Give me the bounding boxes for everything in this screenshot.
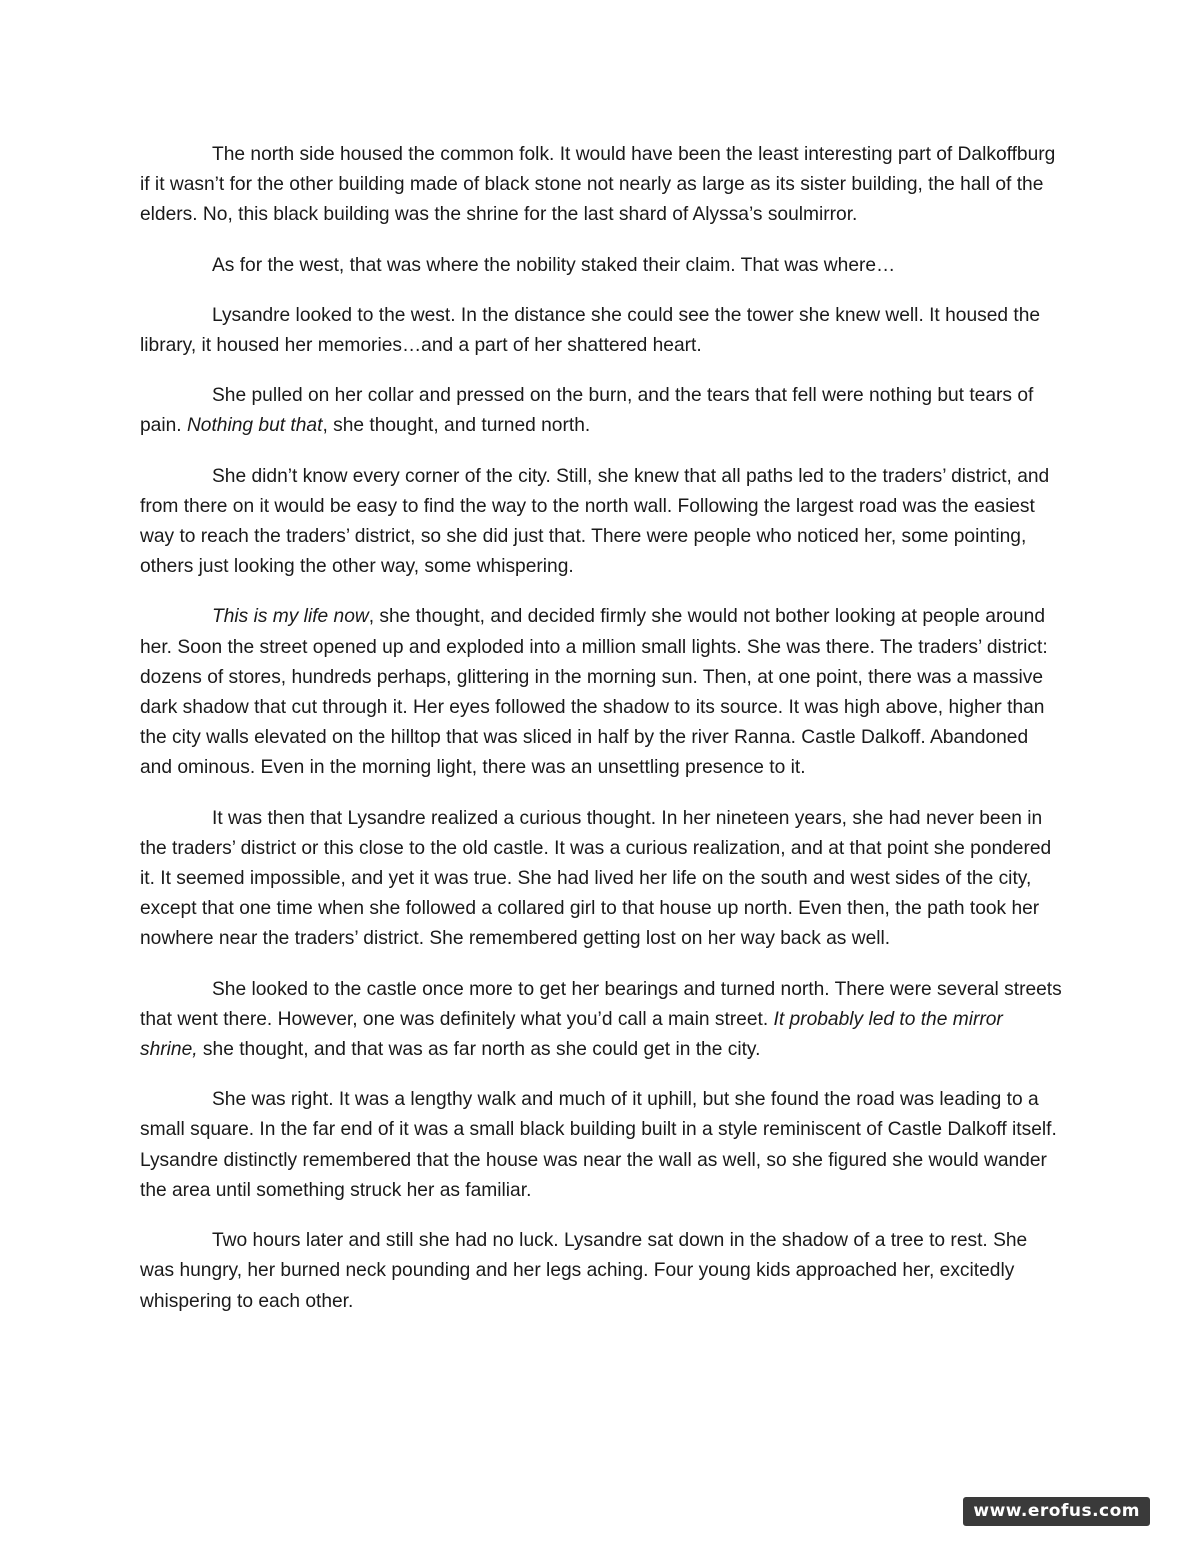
document-page [140,140,1062,1337]
paragraph-8-italic: It probably led to the mirror shrine, [140,1008,1003,1061]
paragraph-5 [140,462,1062,583]
paragraph-8-text-b: she thought, and that was as far north as she could get in the city. [197,1039,761,1061]
paragraph-4 [140,381,1062,441]
paragraph-2 [140,251,1062,281]
paragraph-4-text-b: , she thought, and turned north. [322,415,591,437]
paragraph-8 [140,975,1062,1066]
paragraph-6-italic: This is my life now [212,606,369,628]
paragraph-6 [140,602,1062,783]
paragraph-3 [140,301,1062,361]
paragraph-10 [140,1226,1062,1317]
paragraph-2-text: As for the west, that was where the nobility staked their claim. That was where… [212,254,896,276]
paragraph-3-text: Lysandre looked to the west. In the distance she could see the tower she knew well. It housed the library, it housed her memories…and a part of her shattered heart. [140,304,1041,357]
paragraph-10-text: Two hours later and still she had no luck. Lysandre sat down in the shadow of a tree to rest. She was hungry, her burned neck pounding and her legs aching. Four young kids approached her, excitedly whispering to each other. [140,1230,1028,1312]
paragraph-7 [140,804,1062,955]
watermark-text: www.erofus.com [973,1501,1140,1521]
paragraph-8-text-a: She looked to the castle once more to get her bearings and turned north. There were several streets that went there. However, one was definitely what you’d call a main street. [140,978,1062,1030]
paragraph-4-italic: Nothing but that [186,415,323,437]
paragraph-6-text: , she thought, and decided firmly she would not bother looking at people around her. Soon the street opened up and exploded into a million small lights. She was there. The traders’ district: dozens of stores, hundreds perhaps, glittering in the morning sun. Then, at one point, there was a massive dark shadow that cut through it. Her eyes followed the shadow to its source. It was high above, higher than the city walls elevated on the hilltop that was sliced in half by the river Ranna. Castle Dalkoff. Abandoned and ominous. Even in the morning light, there was an unsettling presence to it. [140,606,1048,779]
paragraph-1-text: The north side housed the common folk. It would have been the least interesting part of Dalkoffburg if it wasn’t for the other building made of black stone not nearly as large as its sister building, the hall of the elders. No, this black building was the shrine for the last shard of Alyssa’s soulmirror. [140,144,1056,226]
paragraph-7-text: It was then that Lysandre realized a curious thought. In her nineteen years, she had never been in the traders’ district or this close to the old castle. It was a curious realization, and at that point she pondered it. It seemed impossible, and yet it was true. She had lived her life on the south and west sides of the city, except that one time when she followed a collared girl to that house up north. Even then, the path took her nowhere near the traders’ district. She remembered getting lost on her way back as well. [140,807,1052,950]
paragraph-4-text-a: She pulled on her collar and pressed on the burn, and the tears that fell were nothing but tears of pain. [140,385,1034,437]
paragraph-9-text: She was right. It was a lengthy walk and much of it uphill, but she found the road was leading to a small square. In the far end of it was a small black building built in a style reminiscent of Castle Dalkoff itself. Lysandre distinctly remembered that the house was near the wall as well, so she figured she would wander the area until something struck her as familiar. [140,1089,1057,1201]
paragraph-5-text: She didn’t know every corner of the city. Still, she knew that all paths led to the traders’ district, and from there on it would be easy to find the way to the north wall. Following the largest road was the easiest way to reach the traders’ district, so she did just that. There were people who noticed her, some pointing, others just looking the other way, some whispering. [140,465,1050,578]
watermark-badge [963,1497,1150,1526]
paragraph-1 [140,140,1062,231]
paragraph-9 [140,1085,1062,1206]
